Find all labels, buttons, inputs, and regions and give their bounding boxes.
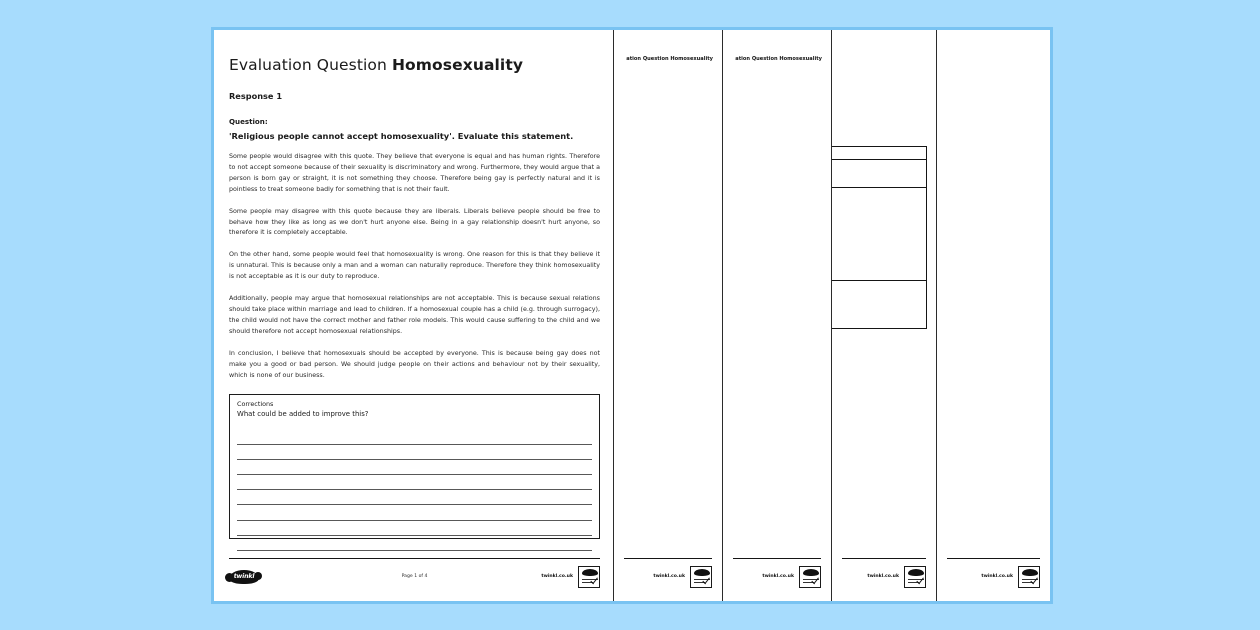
table-cell-line (832, 314, 920, 324)
footer-url: twinkl.co.uk (541, 574, 573, 579)
page5-body (937, 76, 1050, 274)
page2-body (614, 120, 723, 342)
table-cell-line (832, 285, 920, 295)
badge-pencil-icon (702, 578, 710, 586)
table-cell-line (832, 173, 920, 183)
document-page-2[interactable] (614, 30, 723, 601)
footer-url: twinkl.co.uk (867, 574, 899, 579)
corrections-line[interactable] (237, 490, 592, 505)
text-line (937, 209, 1040, 220)
table-cell-line (832, 266, 920, 276)
text-line (832, 424, 927, 435)
table-cell-line (832, 202, 920, 212)
footer-url: twinkl.co.uk (762, 574, 794, 579)
footer-right (981, 566, 1040, 588)
footer-right (762, 566, 821, 588)
text-line (614, 157, 713, 168)
table-cell-line (832, 304, 920, 314)
twinkl-badge-icon (799, 566, 821, 588)
twinkl-badge-icon (1018, 566, 1040, 588)
text-line (614, 190, 713, 201)
text-line (937, 76, 1040, 87)
text-line (832, 380, 927, 391)
table-row (832, 147, 926, 160)
table-row (832, 188, 926, 281)
text-line (614, 310, 713, 321)
corrections-heading: Corrections (237, 400, 274, 409)
text-line (832, 124, 927, 134)
document-page-4[interactable] (832, 30, 937, 601)
corrections-line[interactable] (237, 475, 592, 490)
text-line (937, 263, 1040, 274)
text-line (832, 435, 927, 446)
page4-footer (842, 558, 926, 588)
text-line (723, 198, 822, 209)
text-line (723, 142, 822, 153)
body-paragraph: In conclusion, I believe that homosexuals should be accepted by everyone. This is because being gay does not make you a good or bad person. We should judge people on their actions and behaviour not by their sexuality, which is none of our business. (229, 349, 600, 379)
table-cell-line (832, 164, 920, 174)
corrections-prompt: What could be added to improve this? (237, 410, 369, 419)
badge-pencil-icon (1030, 578, 1038, 586)
text-line (614, 211, 713, 222)
table-row (832, 160, 926, 189)
document-preview-frame (211, 27, 1053, 604)
document-page-5[interactable] (937, 30, 1050, 601)
page4-tail (832, 369, 927, 446)
page3-body (723, 120, 832, 209)
body-paragraph: Some people may disagree with this quote because they are liberals. Liberals believe people should be free to behave how they like as long as we don't hurt anyone else. Being in a gay relationship doesn't hurt anyone, so therefore it is completely acceptable. (229, 207, 600, 237)
body-paragraph: Additionally, people may argue that homosexual relationships are not acceptable. This is because sexual relations should take place within marriage and lead to children. If a homosexual couple has a child (e.g. through surrogacy), the child would not have the correct mother and father role models. This would cause suffering to the child and we should therefore not accept homosexual relationships. (229, 295, 600, 335)
text-line (614, 179, 713, 190)
page4-body (832, 100, 937, 446)
page2-heading (614, 120, 713, 130)
text-line (832, 391, 927, 402)
text-line (937, 103, 1040, 114)
text-line (614, 221, 713, 232)
page3-header: ation Question Homosexuality (735, 56, 822, 62)
page5-header (937, 30, 1050, 62)
text-line (832, 369, 927, 380)
table-cell-line (832, 192, 920, 202)
footer-right (653, 566, 712, 588)
page3-heading (723, 120, 822, 130)
badge-cloud-shape (803, 569, 819, 576)
page2-header: ation Question Homosexuality (626, 56, 713, 62)
table-cell-line (832, 151, 920, 156)
page-number: Page 1 of 4 (401, 574, 428, 579)
text-line (937, 150, 1040, 161)
body-paragraph: On the other hand, some people would feel that homosexuality is wrong. One reason for this is that they believe it is unnatural. This is because only a man and a woman can naturally reproduce. Therefore they think homosexuality is not acceptable as it is our duty to reproduce. (229, 251, 600, 281)
response-label: Response 1 (229, 91, 283, 101)
table-cell-line (832, 294, 920, 304)
text-line (937, 114, 1040, 125)
page5-footer (947, 558, 1040, 588)
table-row (832, 281, 926, 328)
question-label: Question: (229, 117, 268, 126)
corrections-write-lines[interactable] (237, 429, 592, 551)
title-light: Evaluation Question (229, 56, 392, 74)
document-page-1[interactable] (214, 30, 614, 601)
badge-pencil-icon (916, 578, 924, 586)
twinkl-logo-text: twinkl (233, 573, 255, 580)
table-cell-line (832, 237, 920, 247)
document-page-3[interactable] (723, 30, 832, 601)
corrections-line[interactable] (237, 536, 592, 551)
corrections-line[interactable] (237, 445, 592, 460)
text-line (614, 279, 713, 290)
text-line (937, 242, 1040, 253)
page2-footer (624, 558, 712, 588)
text-line (832, 100, 927, 110)
text-line (614, 146, 713, 157)
twinkl-badge-icon (904, 566, 926, 588)
table-cell-line (832, 217, 920, 227)
teacher-notes-table (832, 146, 927, 329)
table-cell-line (832, 246, 920, 256)
corrections-line[interactable] (237, 505, 592, 520)
text-line (723, 175, 822, 186)
text-line (614, 268, 713, 279)
footer-url: twinkl.co.uk (981, 574, 1013, 579)
text-line (614, 257, 713, 268)
page-footer (229, 558, 600, 588)
text-line (937, 125, 1040, 136)
badge-cloud-shape (908, 569, 924, 576)
page-title (229, 56, 600, 74)
question-text: 'Religious people cannot accept homosexuality'. Evaluate this statement. (229, 131, 574, 141)
text-line (614, 331, 713, 342)
twinkl-badge-icon (578, 566, 600, 588)
table-cell-line (832, 227, 920, 237)
body-paragraph: Some people would disagree with this quote. They believe that everyone is equal and has human rights. Therefore to not accept someone because of their sexuality is discriminatory and wrong. Furthermore, they would argue that a person is born gay or straight, it is not something they choose. Therefore being gay is perfectly natural and it is pointless to treat someone badly for something that is not their fault. (229, 153, 600, 193)
page3-footer (733, 558, 821, 588)
twinkl-badge-icon (690, 566, 712, 588)
table-cell-line (832, 256, 920, 266)
corrections-line[interactable] (237, 460, 592, 475)
text-line (832, 401, 927, 412)
badge-cloud-shape (582, 569, 598, 576)
badge-cloud-shape (1022, 569, 1038, 576)
footer-right (867, 566, 926, 588)
document-stack (214, 30, 1050, 601)
badge-pencil-icon (590, 578, 598, 586)
text-line (937, 169, 1040, 180)
text-line (614, 232, 713, 243)
corrections-box[interactable] (229, 394, 600, 539)
footer-url: twinkl.co.uk (653, 574, 685, 579)
corrections-line[interactable] (237, 429, 592, 444)
text-line (614, 168, 713, 179)
badge-pencil-icon (811, 578, 819, 586)
title-bold: Homosexuality (391, 56, 524, 74)
badge-cloud-shape (694, 569, 710, 576)
page4-intro (832, 100, 927, 134)
corrections-line[interactable] (237, 521, 592, 536)
